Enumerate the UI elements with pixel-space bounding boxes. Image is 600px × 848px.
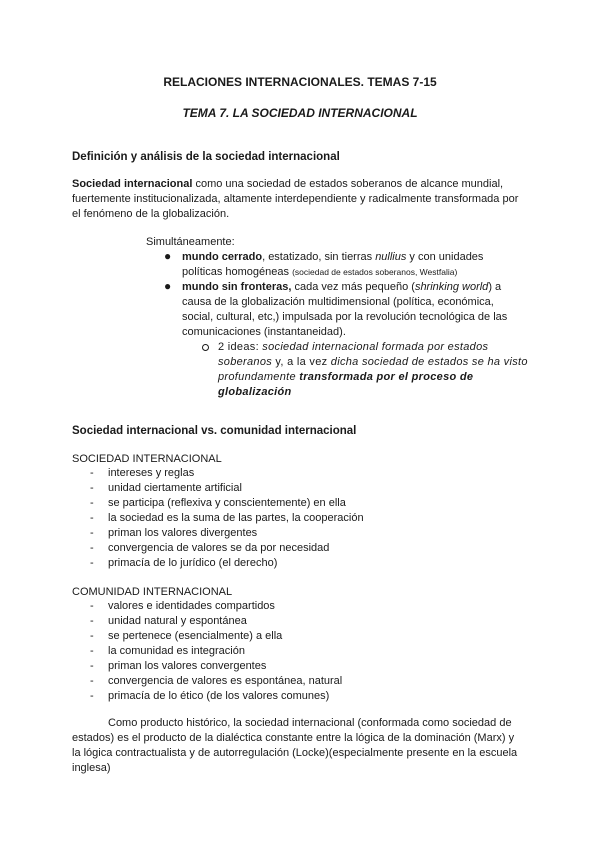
dash-bullet-icon: - — [90, 512, 94, 524]
italic-run: profundamente — [218, 371, 296, 383]
bullet-line — [182, 265, 457, 280]
list-item: intereses y reglas — [108, 467, 195, 479]
bold-term: mundo sin fronteras, — [182, 281, 292, 293]
list-item: unidad ciertamente artificial — [108, 482, 242, 494]
society-list-title: SOCIEDAD INTERNACIONAL — [72, 453, 222, 465]
italic-run: soberanos — [218, 356, 273, 368]
text-run: y con unidades — [406, 251, 484, 263]
list-item: se participa (reflexiva y conscientemente) en ella — [108, 497, 346, 509]
text-run: como una sociedad de estados soberanos de alcance mundial, — [192, 178, 504, 190]
dash-bullet-icon: - — [90, 542, 94, 554]
text-run: políticas homogéneas — [182, 266, 293, 278]
section-heading-definition: Definición y análisis de la sociedad internacional — [72, 151, 340, 163]
closing-paragraph-line: la lógica contractualista y de autorregulación (Locke)(especialmente presente en la escuela — [72, 747, 518, 759]
list-item: priman los valores divergentes — [108, 527, 258, 539]
text-run: ) a — [488, 281, 502, 293]
bullet-dot-icon: ● — [164, 249, 172, 263]
bold-term: Sociedad internacional — [72, 178, 193, 190]
sub-bullet-line — [218, 340, 488, 355]
bold-italic-run: globalización — [218, 386, 292, 398]
bullet-dot-icon: ● — [164, 279, 172, 293]
section-heading-comparison: Sociedad internacional vs. comunidad internacional — [72, 425, 357, 437]
list-item: la comunidad es integración — [108, 645, 245, 657]
list-item: primacía de lo jurídico (el derecho) — [108, 557, 278, 569]
list-item: primacía de lo ético (de los valores comunes) — [108, 690, 330, 702]
list-item: convergencia de valores es espontánea, natural — [108, 675, 343, 687]
dash-bullet-icon: - — [90, 497, 94, 509]
closing-paragraph-line: Como producto histórico, la sociedad internacional (conformada como sociedad de — [108, 717, 512, 729]
dash-bullet-icon: - — [90, 660, 94, 672]
paragraph-line — [72, 177, 503, 192]
sub-bullet-line — [218, 355, 528, 370]
dash-bullet-icon: - — [90, 467, 94, 479]
italic-term: nullius — [375, 251, 407, 263]
closing-paragraph-line: inglesa) — [72, 762, 111, 774]
list-item: convergencia de valores se da por necesidad — [108, 542, 330, 554]
list-item: priman los valores convergentes — [108, 660, 267, 672]
paragraph-line: fuertemente institucionalizada, altamente interdependiente y radicalmente transformada por — [72, 193, 519, 205]
list-item: se pertenece (esencialmente) a ella — [108, 630, 283, 642]
sub-bullet-line — [218, 370, 473, 385]
bullet-line — [182, 250, 483, 265]
dash-bullet-icon: - — [90, 630, 94, 642]
text-run: 2 ideas: — [218, 341, 263, 353]
dash-bullet-icon: - — [90, 557, 94, 569]
list-item: valores e identidades compartidos — [108, 600, 275, 612]
dash-bullet-icon: - — [90, 675, 94, 687]
text-run: y, a la vez — [272, 356, 331, 368]
simultaneously-label: Simultáneamente: — [146, 236, 235, 248]
community-list-title: COMUNIDAD INTERNACIONAL — [72, 586, 233, 598]
bold-term: mundo cerrado — [182, 251, 263, 263]
document-title: RELACIONES INTERNACIONALES. TEMAS 7-15 — [163, 75, 437, 89]
dash-bullet-icon: - — [90, 482, 94, 494]
closing-paragraph-line: estados) es el producto de la dialéctica constante entre la lógica de la dominación (Marx) y — [72, 732, 515, 744]
small-note: (sociedad de estados soberanos, Westfalia) — [292, 267, 458, 277]
paragraph-line: el fenómeno de la globalización. — [72, 208, 230, 220]
bullet-line: comunicaciones (instantaneidad). — [182, 326, 346, 338]
topic-title: TEMA 7. LA SOCIEDAD INTERNACIONAL — [182, 106, 418, 120]
dash-bullet-icon: - — [90, 690, 94, 702]
bullet-line: causa de la globalización multidimensional (política, económica, — [182, 296, 494, 308]
circle-bullet-icon — [202, 344, 209, 351]
dash-bullet-icon: - — [90, 615, 94, 627]
italic-term: shrinking world — [414, 281, 489, 293]
bold-italic-run: transformada por el proceso de — [295, 371, 474, 383]
italic-run: sociedad internacional formada por estados — [262, 341, 489, 353]
dash-bullet-icon: - — [90, 600, 94, 612]
text-run: cada vez más pequeño ( — [291, 281, 415, 293]
text-run: , estatizado, sin tierras — [262, 251, 376, 263]
list-item: unidad natural y espontánea — [108, 615, 247, 627]
dash-bullet-icon: - — [90, 527, 94, 539]
bullet-line: social, cultural, etc,) impulsada por la revolución tecnológica de las — [182, 311, 508, 323]
italic-run: dicha sociedad de estados se ha visto — [330, 356, 528, 368]
bullet-line — [182, 280, 501, 295]
dash-bullet-icon: - — [90, 645, 94, 657]
list-item: la sociedad es la suma de las partes, la cooperación — [108, 512, 364, 524]
sub-bullet-line — [218, 385, 292, 400]
